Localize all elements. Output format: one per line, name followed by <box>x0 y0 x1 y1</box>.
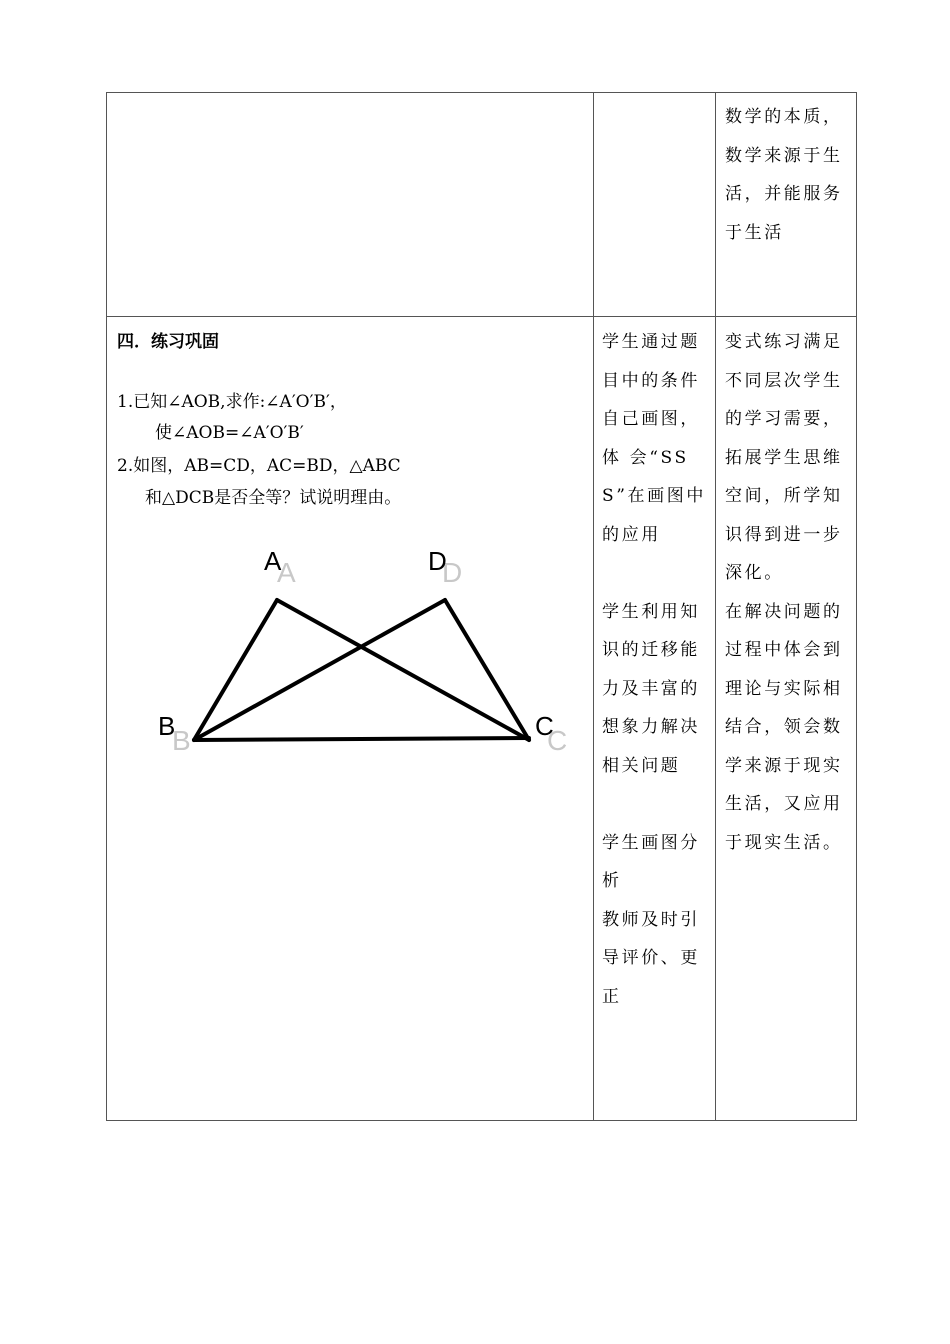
column-divider-1 <box>593 93 594 1120</box>
col2-spacer-2 <box>602 785 714 824</box>
segment-bc <box>194 738 529 740</box>
triangle-figure <box>107 317 593 756</box>
column-divider-2 <box>715 93 716 1120</box>
label-a: A <box>264 546 282 576</box>
col2-para-4: 教师及时引导评价、更正 <box>602 909 700 1007</box>
label-a-shadow: A <box>277 557 296 588</box>
col3-para-2: 在解决问题的过程中体会到理论与实际相结合，领会数学来源于现实生活，又应用于现实生活。 <box>725 601 843 853</box>
segment-ac <box>277 600 529 740</box>
label-d-shadow: D <box>442 557 463 588</box>
row2-col3-text <box>725 323 853 862</box>
label-b: B <box>158 711 176 741</box>
segment-dc <box>445 600 529 740</box>
exercise1-line1: 1.已知∠AOB,求作:∠A′O′B′， <box>117 392 347 412</box>
row1-col3-text: 数学的本质，数学来源于生活，并能服务于生活 <box>725 107 843 243</box>
col3-para-1: 变式练习满足不同层次学生的学习需要，拓展学生思维空间，所学知识得到进一步深化。 <box>725 332 843 583</box>
section-title: 四．练习巩固 <box>117 332 219 352</box>
col2-para-3: 学生画图分析 <box>602 832 700 891</box>
col2-spacer-1 <box>602 554 714 593</box>
exercise2-line2: 和△DCB是否全等？试说明理由。 <box>145 488 402 508</box>
label-d: D <box>428 546 447 576</box>
col2-para-1: 学生通过题目中的条件自己画图，体 会“SSS”在画图中的应用 <box>602 332 706 545</box>
label-b-shadow: B <box>172 725 191 756</box>
lesson-table <box>106 92 857 1121</box>
row2-col2-text <box>602 323 714 1016</box>
exercise1-line2: 使∠AOB=∠A′O′B′ <box>155 423 304 443</box>
row2-col1-cell <box>107 317 593 1121</box>
label-c-shadow: C <box>547 725 568 756</box>
segment-db <box>194 600 445 740</box>
exercise2-line1: 2.如图，AB=CD，AC=BD，△ABC <box>117 456 401 476</box>
label-c: C <box>535 711 554 741</box>
col2-para-2: 学生利用知识的迁移能力及丰富的想象力解决相关问题 <box>602 601 700 776</box>
